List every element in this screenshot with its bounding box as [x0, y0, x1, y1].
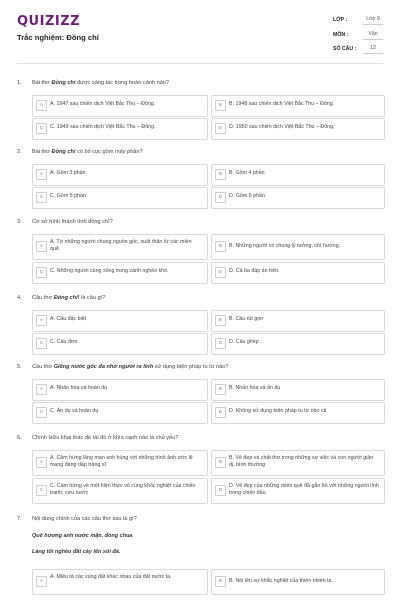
- option-letter-box: B: [215, 169, 226, 180]
- question-text-emphasis: Đồng chí!: [53, 295, 80, 301]
- question-text: [32, 295, 372, 301]
- question-number: 5.: [17, 364, 22, 370]
- question-text-pre: Câu thơ: [32, 295, 54, 301]
- worksheet-title: Trắc nghiệm: Đồng chí: [17, 33, 99, 42]
- option-a[interactable]: [32, 95, 208, 117]
- option-text: A. Miêu tả các vùng đất khác nhau của đất nước ta.: [50, 574, 172, 580]
- meta-subject: [333, 31, 378, 38]
- option-letter-box: D: [215, 192, 226, 203]
- quizizz-logo: QUIZIZZ: [17, 14, 81, 29]
- question-number: 4.: [17, 295, 22, 301]
- question-text-post: là câu gì?: [79, 295, 106, 301]
- meta-count-value: 12: [363, 45, 383, 54]
- option-letter-box: A: [36, 576, 47, 587]
- question-text: [32, 364, 372, 370]
- option-letter-box: B: [215, 384, 226, 395]
- option-text: C. Những người cùng sống trong cảnh nghèo khó.: [50, 268, 169, 274]
- worksheet-header: [0, 0, 400, 66]
- question-number: 1.: [17, 80, 22, 86]
- option-c[interactable]: [32, 478, 208, 504]
- question-text: [32, 516, 372, 522]
- option-text: B. Những người có chung lý tưởng, chí hướng.: [229, 243, 341, 249]
- option-text: C. Ẩn dụ và hoán dụ: [50, 408, 99, 414]
- option-c[interactable]: [32, 262, 208, 284]
- header-divider: [17, 63, 383, 64]
- option-letter-box: C: [36, 485, 47, 496]
- option-d[interactable]: [211, 478, 385, 504]
- option-letter-box: A: [36, 315, 47, 326]
- option-text: A. Nhân hóa và hoán dụ: [50, 385, 108, 391]
- option-text: D. Câu ghép: [229, 339, 259, 345]
- option-text: C. Cảm hứng về một hiện thực vô cùng khốc nghiệt của chiến tranh, cứu nước: [50, 483, 196, 496]
- question-text: [32, 80, 372, 86]
- poem-line-1: Quê hương anh nước mặn, đồng chua: [32, 533, 133, 539]
- option-text: D. Cả ba đáp án trên.: [229, 268, 280, 274]
- question-number: 2.: [17, 149, 22, 155]
- option-letter-box: B: [215, 457, 226, 468]
- question-text-emphasis: Đồng chí: [51, 80, 76, 86]
- option-c[interactable]: [32, 402, 208, 424]
- meta-grade-label: LỚP :: [333, 17, 348, 23]
- option-b[interactable]: [211, 234, 385, 260]
- option-letter-box: B: [215, 315, 226, 326]
- question-text-pre: Bài thơ: [32, 149, 52, 155]
- meta-grade-value: Lớp 9: [363, 16, 383, 25]
- question-number: 7.: [17, 516, 22, 522]
- question-text-post: được sáng tác trong hoàn cảnh nào?: [75, 80, 170, 86]
- option-text: D. Không sử dụng biện pháp tu từ nào cả: [229, 408, 327, 414]
- option-a[interactable]: [32, 234, 208, 260]
- meta-subject-value: Văn: [363, 31, 383, 40]
- question-number: 6.: [17, 435, 22, 441]
- meta-count-label: SỐ CÂU :: [333, 46, 357, 52]
- option-letter-box: C: [36, 267, 47, 278]
- option-letter-box: A: [36, 100, 47, 111]
- option-text: A. Cảm hứng lãng mạn anh hùng với những hình ảnh ước lệ mang đáng dấp tráng sĩ: [50, 455, 193, 468]
- option-letter-box: A: [36, 241, 47, 252]
- option-letter-box: B: [215, 576, 226, 587]
- question-text: [32, 149, 372, 155]
- option-c[interactable]: [32, 187, 208, 209]
- option-c[interactable]: [32, 333, 208, 355]
- option-letter-box: D: [215, 267, 226, 278]
- option-b[interactable]: [211, 379, 385, 401]
- option-text: B. 1948 sau chiến dịch Việt Bắc Thu – Đông.: [229, 101, 335, 107]
- meta-grade: [333, 16, 380, 23]
- option-text: B. Nói lên sự khắc nghiệt của thiên nhiên ta.: [229, 578, 333, 584]
- option-letter-box: D: [215, 338, 226, 349]
- question-text-pre: Bài thơ: [32, 80, 52, 86]
- option-letter-box: A: [36, 384, 47, 395]
- option-text: D. 1950 sau chiến dịch Việt Bắc Thu – Đông.: [229, 124, 335, 130]
- question-text-pre: Chính Hữu khai thác đề tài đó ở khía cạnh nào là chủ yếu?: [32, 435, 179, 441]
- option-letter-box: A: [36, 169, 47, 180]
- option-text: A. Từ những người chung nguồn gốc, xuất thân từ các miền quê.: [50, 239, 192, 252]
- question-number: 3.: [17, 219, 22, 225]
- option-b[interactable]: [211, 569, 385, 595]
- option-letter-box: D: [215, 407, 226, 418]
- option-text: B. Câu rút gọn: [229, 316, 264, 322]
- option-text: B. Vẻ đẹp và chất thơ trong những sự việc và con người giản dị, bình thường: [229, 455, 374, 468]
- option-text: C. Gồm 5 phần: [50, 193, 86, 199]
- option-letter-box: C: [36, 123, 47, 134]
- option-b[interactable]: [211, 450, 385, 476]
- option-b[interactable]: [211, 310, 385, 332]
- option-letter-box: B: [215, 100, 226, 111]
- question-text-emphasis: Đồng chí: [51, 149, 76, 155]
- question-text: [32, 219, 372, 225]
- question-text-pre: Nội dung chính của các câu thơ sau là gì?: [32, 516, 137, 522]
- meta-count: [333, 45, 376, 52]
- option-text: B. Nhân hóa và ẩn dụ: [229, 385, 281, 391]
- option-d[interactable]: [211, 118, 385, 140]
- option-a[interactable]: [32, 379, 208, 401]
- option-d[interactable]: [211, 333, 385, 355]
- question-text-post: sử dụng biện pháp tu từ nào?: [153, 364, 229, 370]
- meta-subject-label: MÔN :: [333, 32, 349, 38]
- option-b[interactable]: [211, 95, 385, 117]
- option-d[interactable]: [211, 262, 385, 284]
- poem-line-2: Làng tôi nghèo đất cày lên sỏi đá.: [32, 549, 121, 555]
- option-d[interactable]: [211, 187, 385, 209]
- question-text: [32, 435, 372, 441]
- option-a[interactable]: [32, 450, 208, 476]
- option-letter-box: C: [36, 192, 47, 203]
- option-a[interactable]: [32, 310, 208, 332]
- question-text-emphasis: Giếng nước gốc đa nhớ người ra lính: [53, 364, 154, 370]
- option-letter-box: D: [215, 485, 226, 496]
- option-text: B. Gồm 4 phần: [229, 170, 265, 176]
- option-letter-box: B: [215, 241, 226, 252]
- option-text: C. 1949 sau chiến dịch Việt Bắc Thu – Đông.: [50, 124, 156, 130]
- question-text-post: có bố cục gồm mấy phần?: [75, 149, 143, 155]
- option-a[interactable]: [32, 164, 208, 186]
- option-a[interactable]: [32, 569, 208, 595]
- option-letter-box: C: [36, 338, 47, 349]
- option-letter-box: C: [36, 407, 47, 418]
- option-text: D. Gồm 6 phần: [229, 193, 265, 199]
- option-letter-box: D: [215, 123, 226, 134]
- option-d[interactable]: [211, 402, 385, 424]
- option-text: A. Gồm 3 phần: [50, 170, 86, 176]
- question-text-pre: Cơ sở hình thành tình đồng chí?: [32, 219, 113, 225]
- option-b[interactable]: [211, 164, 385, 186]
- question-text-pre: Câu thơ: [32, 364, 54, 370]
- option-text: D. Vẻ đẹp của những miền quê đã gắn bó với những người lính trong chiến đấu: [229, 483, 379, 496]
- option-text: C. Câu đơn: [50, 339, 78, 345]
- option-text: A. 1947 sau chiến dịch Việt Bắc Thu – Đông.: [50, 101, 156, 107]
- option-c[interactable]: [32, 118, 208, 140]
- option-text: A. Câu đặc biệt: [50, 316, 87, 322]
- option-letter-box: A: [36, 457, 47, 468]
